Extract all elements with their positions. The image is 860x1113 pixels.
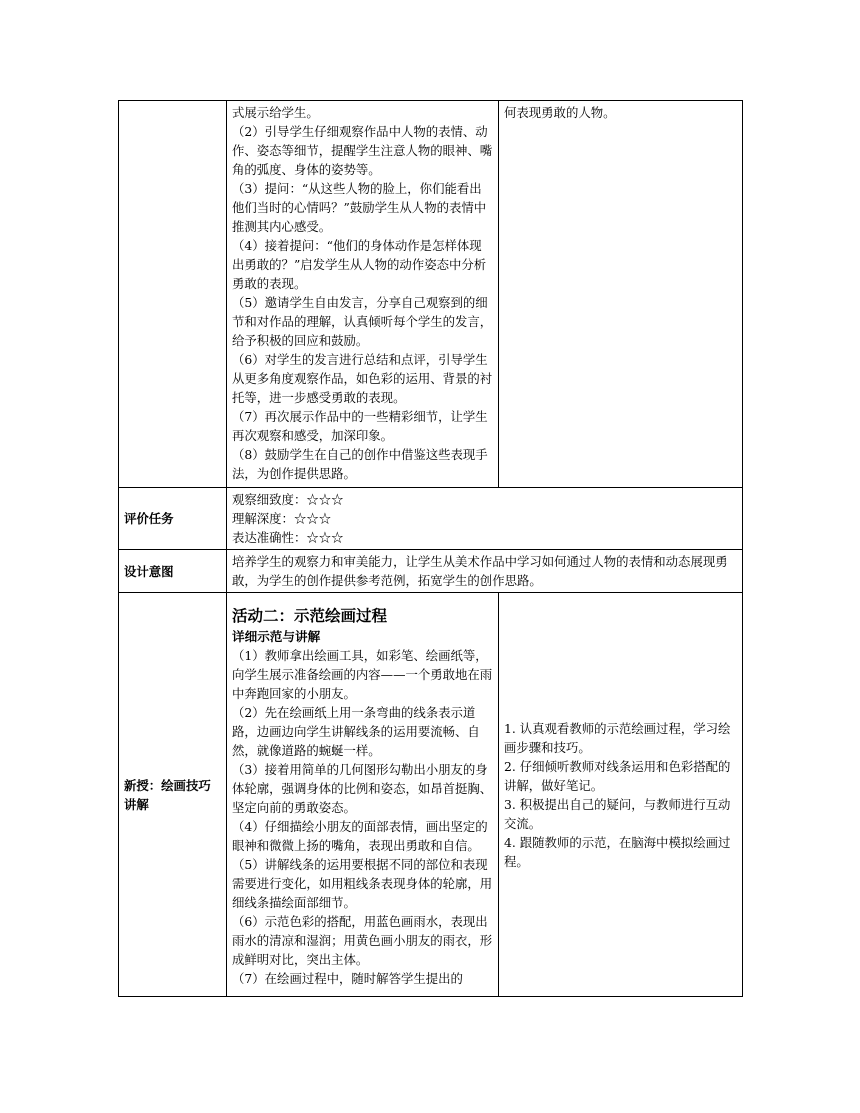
student-step: 4. 跟随教师的示范，在脑海中模拟绘画过程。 [504, 834, 731, 869]
table-row-evaluation [119, 488, 743, 550]
row-label-empty [119, 101, 227, 488]
teacher-step: （5）讲解线条的运用要根据不同的部位和表现需要进行变化，如用粗线条表现身体的轮廓，用细线条描绘面部细节。 [232, 857, 493, 910]
teacher-step: 式展示给学生。 [232, 105, 319, 120]
table-row-continuation [119, 101, 743, 488]
teacher-step: （4）仔细描绘小朋友的面部表情，画出坚定的眼神和微微上扬的嘴角，表现出勇敢和自信。 [232, 819, 488, 853]
table-row-new-lesson [119, 593, 743, 997]
design-intent-cell: 培养学生的观察力和审美能力，让学生从美术作品中学习如何通过人物的表情和动态展现勇敢，为学生的创作提供参考范例，拓宽学生的创作思路。 [227, 550, 743, 593]
student-step: 3. 积极提出自己的疑问，与教师进行互动交流。 [504, 796, 731, 831]
teacher-step: （2）引导学生仔细观察作品中人物的表情、动作、姿态等细节，提醒学生注意人物的眼神、嘴角的弧度、身体的姿势等。 [232, 124, 493, 177]
teacher-step: （4）接着提问：“他们的身体动作是怎样体现出勇敢的？”启发学生从人物的动作姿态中分析勇敢的表现。 [232, 238, 487, 291]
student-step: 2. 仔细倾听教师对线条运用和色彩搭配的讲解，做好笔记。 [504, 758, 731, 793]
lesson-plan-table [118, 100, 743, 997]
evaluation-cell [227, 488, 743, 550]
student-step: 1. 认真观看教师的示范绘画过程，学习绘画步骤和技巧。 [504, 720, 731, 755]
teacher-step: （7）再次展示作品中的一些精彩细节，让学生再次观察和感受，加深印象。 [232, 409, 488, 443]
teacher-step: （3）接着用简单的几何图形勾勒出小朋友的身体轮廓，强调身体的比例和姿态，如昂首挺胸、坚定向前的勇敢姿态。 [232, 762, 493, 815]
teacher-step: （6）对学生的发言进行总结和点评，引导学生从更多角度观察作品，如色彩的运用、背景的衬托等，进一步感受勇敢的表现。 [232, 352, 493, 405]
row-label-evaluation: 评价任务 [119, 488, 227, 550]
activity-subheading: 详细示范与讲解 [232, 629, 321, 644]
evaluation-item: 表达准确性：☆☆☆ [232, 530, 344, 545]
evaluation-item: 观察细致度：☆☆☆ [232, 492, 344, 507]
teacher-step: （6）示范色彩的搭配，用蓝色画雨水，表现出雨水的清凉和湿润；用黄色画小朋友的雨衣，形成鲜明对比，突出主体。 [232, 914, 493, 967]
row-label-design-intent: 设计意图 [119, 550, 227, 593]
activity-heading: 活动二：示范绘画过程 [232, 607, 388, 625]
table-row-design-intent [119, 550, 743, 593]
teacher-activity-cell [227, 593, 499, 997]
student-activity-cell [499, 101, 743, 488]
teacher-step: （7）在绘画过程中，随时解答学生提出的 [232, 971, 463, 986]
teacher-activity-cell [227, 101, 499, 488]
teacher-step: （8）鼓励学生在自己的创作中借鉴这些表现手法，为创作提供思路。 [232, 447, 488, 481]
student-activity-cell [499, 593, 743, 997]
row-label-new-lesson: 新授：绘画技巧讲解 [119, 593, 227, 997]
teacher-step: （2）先在绘画纸上用一条弯曲的线条表示道路，边画边向学生讲解线条的运用要流畅、自然，就像道路的蜿蜒一样。 [232, 705, 480, 758]
teacher-step: （1）教师拿出绘画工具，如彩笔、绘画纸等，向学生展示准备绘画的内容——一个勇敢地在雨中奔跑回家的小朋友。 [232, 648, 493, 701]
teacher-step: （3）提问：“从这些人物的脸上，你们能看出他们当时的心情吗？”鼓励学生从人物的表情中推测其内心感受。 [232, 181, 487, 234]
teacher-step: （5）邀请学生自由发言，分享自己观察到的细节和对作品的理解，认真倾听每个学生的发言，给予积极的回应和鼓励。 [232, 295, 493, 348]
evaluation-item: 理解深度：☆☆☆ [232, 511, 332, 526]
student-activity-text: 何表现勇敢的人物。 [504, 105, 616, 120]
